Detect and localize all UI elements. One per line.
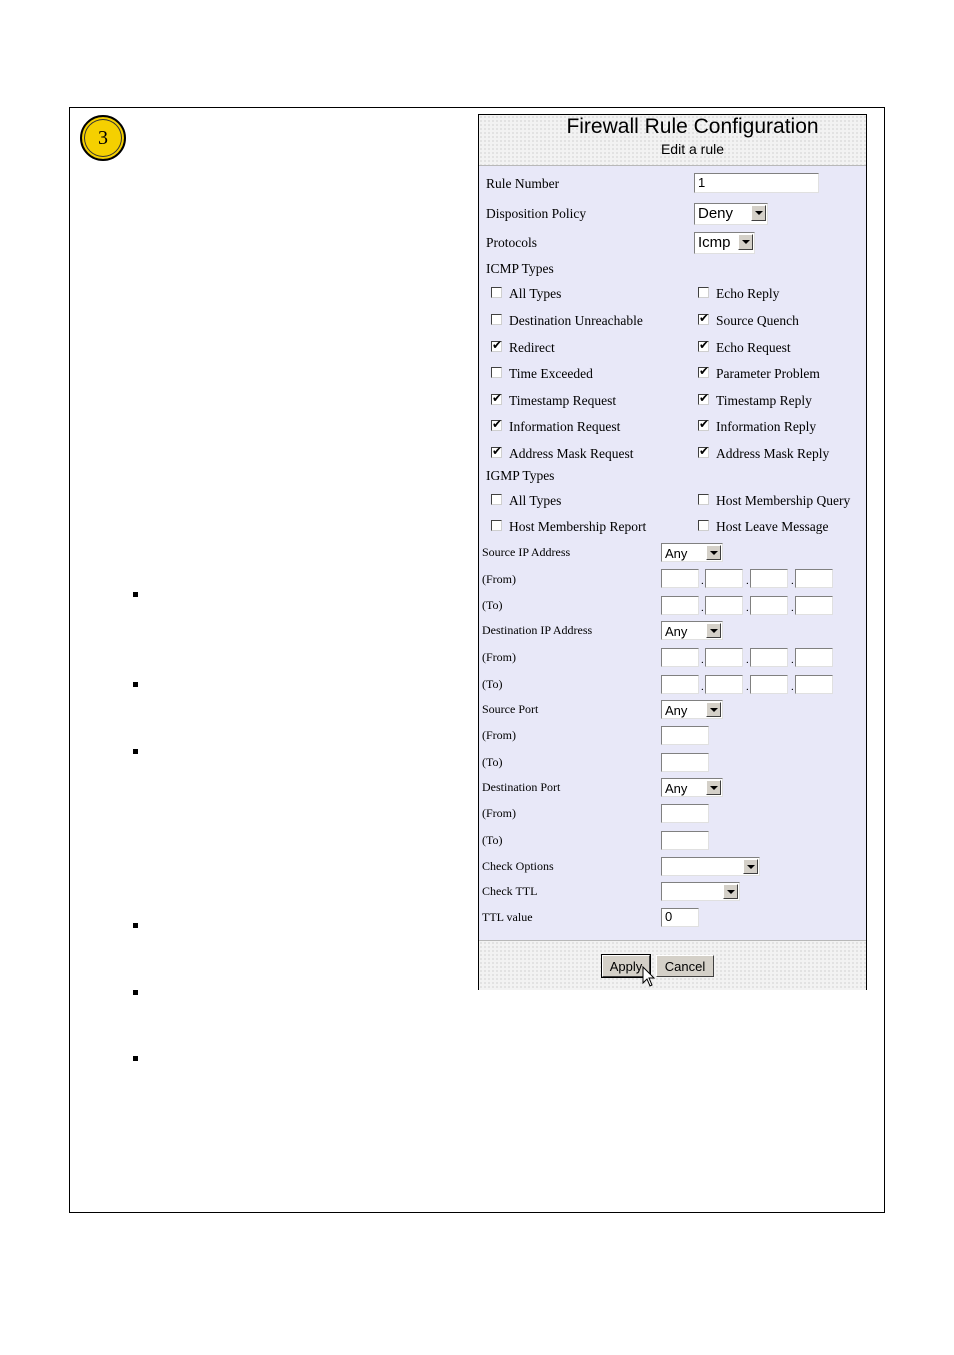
checkmark-icon: ✔ [699,391,710,405]
check-options-select[interactable] [661,857,760,876]
chevron-down-icon [706,623,721,638]
source-ip-to-octet-input[interactable] [795,596,833,615]
octet-separator: . [791,654,794,666]
source-port-from-input[interactable] [661,726,709,745]
checkmark-icon: ✔ [699,311,710,325]
checkbox-label: Host Leave Message [716,519,829,534]
destination-ip-to-label: (To) [482,677,503,691]
octet-separator: . [791,602,794,614]
firewall-rule-panel [478,114,867,990]
step-number-badge: 3 [80,115,126,161]
checkmark-icon: ✔ [492,391,503,405]
octet-separator: . [746,575,749,587]
source-ip-value: Any [665,546,688,561]
checkbox[interactable] [698,364,710,378]
checkbox[interactable] [491,338,503,352]
check-ttl-select[interactable] [661,882,740,901]
bullet-marker [133,682,138,687]
checkbox-label: All Types [509,493,562,508]
protocols-label: Protocols [486,235,538,250]
destination-ip-from-octet-input[interactable] [705,648,743,667]
octet-separator: . [701,681,704,693]
source-ip-to-label: (To) [482,598,503,612]
panel-subtitle: Edit a rule [660,141,725,157]
octet-separator: . [791,681,794,693]
chevron-down-icon [751,205,766,221]
bullet-marker [133,923,138,928]
checkbox[interactable] [698,417,710,431]
checkmark-icon: ✔ [699,364,710,378]
destination-port-to-input[interactable] [661,831,709,850]
source-ip-from-label: (From) [482,572,516,586]
checkbox[interactable] [698,520,709,531]
ttl-value-input[interactable]: 0 [661,908,699,927]
apply-button[interactable]: Apply [602,955,650,977]
checkmark-icon: ✔ [699,338,710,352]
checkmark-icon: ✔ [492,444,503,458]
source-port-to-input[interactable] [661,753,709,772]
destination-ip-to-octet-input[interactable] [795,675,833,694]
destination-ip-to-octet-input[interactable] [750,675,788,694]
checkbox[interactable] [698,287,709,298]
checkbox-label: Timestamp Request [509,393,617,408]
octet-separator: . [701,575,704,587]
destination-ip-value: Any [665,624,688,639]
checkbox-label: Redirect [509,340,555,355]
octet-separator: . [701,602,704,614]
source-port-select[interactable] [661,700,723,719]
source-ip-from-octet-input[interactable] [795,569,833,588]
protocols-select[interactable] [694,232,755,254]
chevron-down-icon [706,702,721,717]
checkbox[interactable] [491,520,502,531]
source-ip-select[interactable] [661,543,723,562]
destination-ip-select[interactable] [661,621,723,640]
checkbox-label: Time Exceeded [509,366,593,381]
disposition-policy-value: Deny [698,205,734,222]
source-port-from-label: (From) [482,728,516,742]
chevron-down-icon [706,780,721,795]
rule-number-label: Rule Number [486,176,560,191]
checkmark-icon: ✔ [699,417,710,431]
source-ip-from-octet-input[interactable] [705,569,743,588]
checkbox-label: Information Reply [716,419,817,434]
checkbox[interactable] [491,287,502,298]
checkbox[interactable] [698,391,710,405]
destination-port-select[interactable] [661,778,723,797]
source-ip-from-octet-input[interactable] [661,569,699,588]
destination-ip-to-octet-input[interactable] [661,675,699,694]
checkbox-label: Information Request [509,419,621,434]
bullet-marker [133,1056,138,1061]
destination-ip-from-octet-input[interactable] [795,648,833,667]
checkmark-icon: ✔ [699,444,710,458]
cancel-button[interactable]: Cancel [656,955,714,977]
checkbox-label: Host Membership Report [509,519,647,534]
octet-separator: . [791,575,794,587]
source-port-label: Source Port [482,702,539,716]
source-ip-to-octet-input[interactable] [750,596,788,615]
panel-title: Firewall Rule Configuration [566,115,819,138]
destination-port-to-label: (To) [482,833,503,847]
checkbox-label: Parameter Problem [716,366,820,381]
octet-separator: . [701,654,704,666]
checkbox-label: Source Quench [716,313,799,328]
source-ip-to-octet-input[interactable] [705,596,743,615]
chevron-down-icon [743,859,758,874]
source-ip-from-octet-input[interactable] [750,569,788,588]
ttl-value-label: TTL value [482,910,533,924]
checkbox[interactable] [698,444,710,458]
check-ttl-label: Check TTL [482,884,538,898]
checkbox[interactable] [698,338,710,352]
checkbox[interactable] [491,444,503,458]
igmp-types-header: IGMP Types [486,468,555,483]
destination-ip-from-octet-input[interactable] [661,648,699,667]
chevron-down-icon [706,545,721,560]
checkbox[interactable] [698,311,710,325]
checkbox[interactable] [698,494,709,505]
checkbox[interactable] [491,367,502,378]
chevron-down-icon [738,234,753,250]
checkmark-icon: ✔ [492,338,503,352]
check-options-label: Check Options [482,859,554,873]
source-port-value: Any [665,703,688,718]
mouse-pointer-icon [642,966,656,988]
bullet-marker [133,592,138,597]
checkbox-label: Host Membership Query [716,493,851,508]
panel-header [479,115,866,166]
checkbox-label: All Types [509,286,562,301]
source-ip-label: Source IP Address [482,545,571,559]
destination-port-label: Destination Port [482,780,561,794]
bullet-marker [133,990,138,995]
disposition-policy-label: Disposition Policy [486,206,587,221]
checkbox-label: Address Mask Reply [716,446,830,461]
octet-separator: . [746,602,749,614]
checkbox-label: Echo Reply [716,286,780,301]
source-port-to-label: (To) [482,755,503,769]
checkbox[interactable] [491,314,502,325]
protocols-value: Icmp [698,234,731,251]
chevron-down-icon [723,884,738,899]
octet-separator: . [746,681,749,693]
destination-port-from-label: (From) [482,806,516,820]
source-ip-to-octet-input[interactable] [661,596,699,615]
destination-ip-label: Destination IP Address [482,623,593,637]
checkbox[interactable] [491,391,503,405]
octet-separator: . [746,654,749,666]
checkbox-label: Echo Request [716,340,791,355]
icmp-types-header: ICMP Types [486,261,554,276]
checkbox[interactable] [491,494,502,505]
destination-port-value: Any [665,781,688,796]
checkbox-label: Address Mask Request [509,446,634,461]
destination-ip-from-label: (From) [482,650,516,664]
destination-port-from-input[interactable] [661,804,709,823]
disposition-policy-select[interactable] [694,203,768,225]
checkbox[interactable] [491,417,503,431]
bullet-marker [133,749,138,754]
destination-ip-to-octet-input[interactable] [705,675,743,694]
rule-number-input[interactable]: 1 [694,173,819,193]
checkmark-icon: ✔ [492,417,503,431]
destination-ip-from-octet-input[interactable] [750,648,788,667]
checkbox-label: Destination Unreachable [509,313,643,328]
checkbox-label: Timestamp Reply [716,393,812,408]
